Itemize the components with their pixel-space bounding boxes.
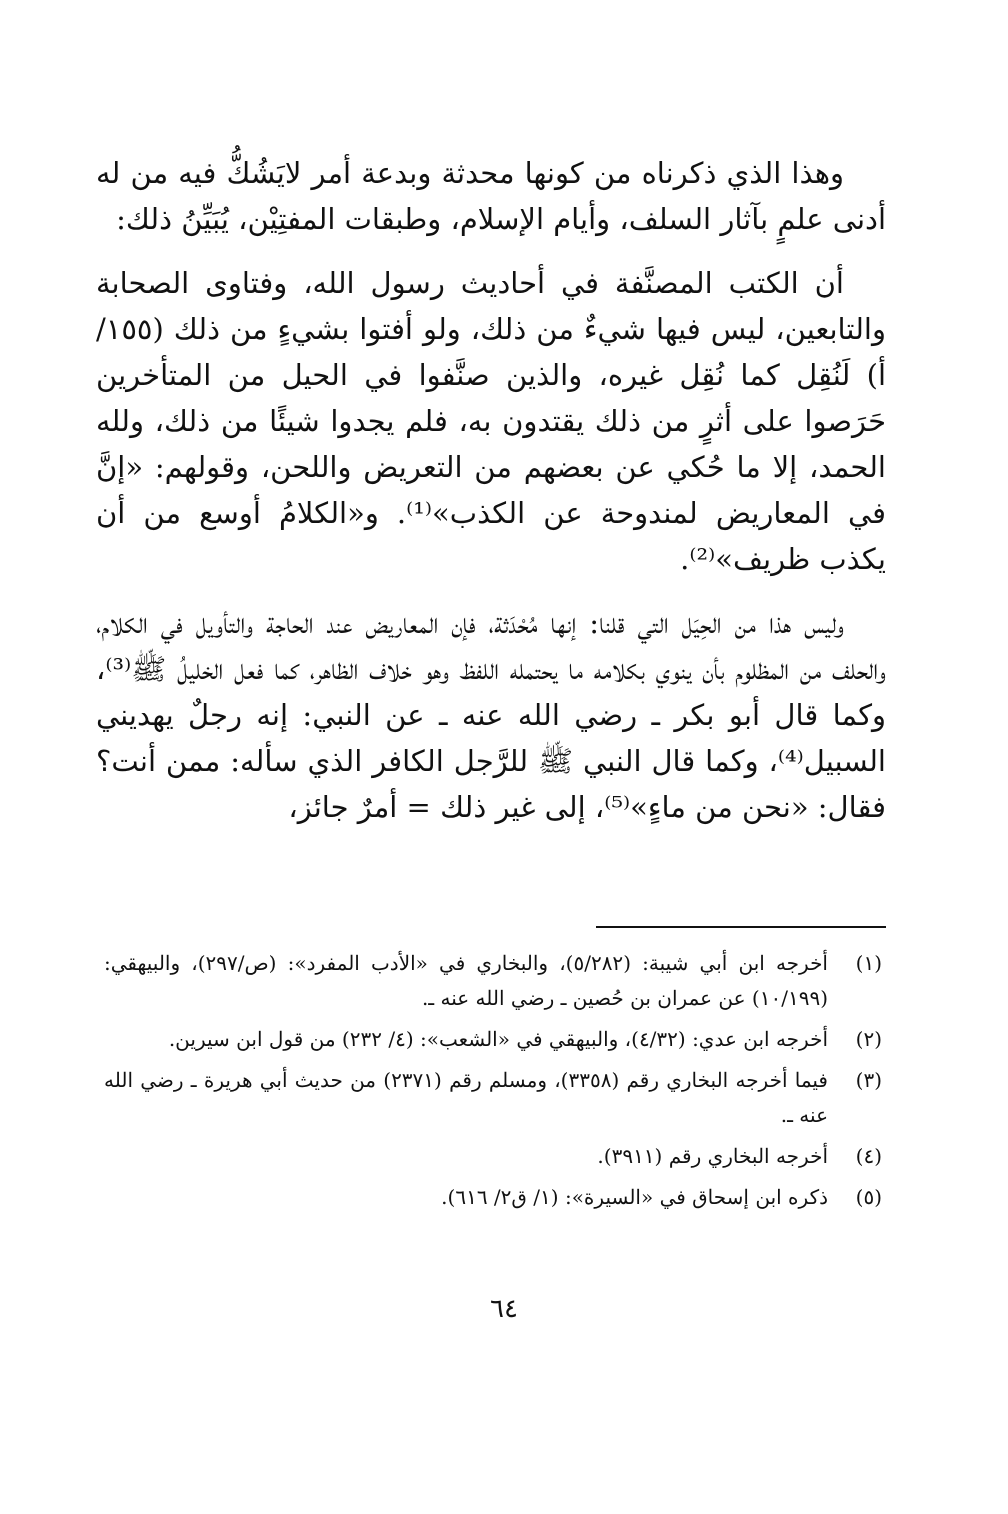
footnote-text: أخرجه ابن عدي: (٤/٣٢)، والبيهقي في «الشعب»: (٤/ ٢٣٢) من قول ابن سيرين. — [168, 1027, 828, 1051]
footnote-number: (٢) — [855, 1027, 882, 1051]
page-number: ٦٤ — [490, 1294, 518, 1324]
footnotes — [104, 946, 882, 1221]
footnote-number: (٥) — [855, 1185, 882, 1209]
main-text — [96, 150, 886, 830]
footnote-text: ذكره ابن إسحاق في «السيرة»: (١/ ق٢/ ٦١٦). — [441, 1185, 828, 1209]
footnote-2 — [104, 1022, 882, 1057]
footnote-text: أخرجه ابن أبي شيبة: (٥/٢٨٢)، والبخاري في «الأدب المفرد»: (ص/٢٩٧)، والبيهقي: (١٠/١٩٩) عن عمران بن حُصين ـ رضي الله عنه ـ. — [104, 951, 828, 1010]
paragraph-1: وهذا الذي ذكرناه من كونها محدثة وبدعة أمر لايَشُكُّ فيه من له أدنى علمٍ بآثار السلف، وأيام الإسلام، وطبقات المفتِيْن، يُبَيِّنُ ذلك: — [96, 156, 886, 236]
paragraph-2: أن الكتب المصنَّفة في أحاديث رسول الله، وفتاوى الصحابة والتابعين، ليس فيها شيءٌ من ذلك، ولو أفتوا بشيءٍ من ذلك (١٥٥/أ) لَنُقِل كما نُقِل غيره، والذين صنَّفوا في الحيل من المتأخرين حَرَصوا على أثرٍ من ذلك يقتدون به، فلم يجدوا شيئًا من ذلك، ولله الحمد، إلا ما حُكي عن بعضهم من التعريض واللحن، وقولهم: «إنَّ في المعاريض لمندوحة عن الكذب»⁽¹⁾. و«الكلامُ أوسع من أن يكذب ظريف»⁽²⁾. — [96, 266, 886, 576]
footnote-1 — [104, 946, 882, 1016]
footnote-number: (٣) — [855, 1068, 882, 1092]
footnote-4 — [104, 1139, 882, 1174]
footnote-text: أخرجه البخاري رقم (٣٩١١). — [597, 1144, 828, 1168]
footnote-separator — [596, 926, 886, 928]
footnote-number: (٤) — [855, 1144, 882, 1168]
footnote-number: (١) — [855, 951, 882, 975]
paragraph-3: وليس هذا من الحِيَل التي قلنا: إنها مُحْدَثة، فإن المعاريض عند الحاجة والتأويل في الكلام، والحلف من المظلوم بأن ينوي بكلامه ما يحتمله اللفظ وهو خلاف الظاهر، كما فعل الخليلُ ﷺ⁽³⁾، وكما قال أبو بكر ـ رضي الله عنه ـ عن النبي: إنه رجلٌ يهديني السبيل⁽⁴⁾، وكما قال النبي ﷺ للرَّجل الكافر الذي سأله: ممن أنت؟ فقال: «نحن من ماءٍ»⁽⁵⁾، إلى غير ذلك = أمرٌ جائز، — [96, 606, 886, 824]
footnote-text: فيما أخرجه البخاري رقم (٣٣٥٨)، ومسلم رقم (٢٣٧١) من حديث أبي هريرة ـ رضي الله عنه ـ. — [104, 1068, 828, 1127]
footnote-5 — [104, 1180, 882, 1215]
footnote-3 — [104, 1063, 882, 1133]
